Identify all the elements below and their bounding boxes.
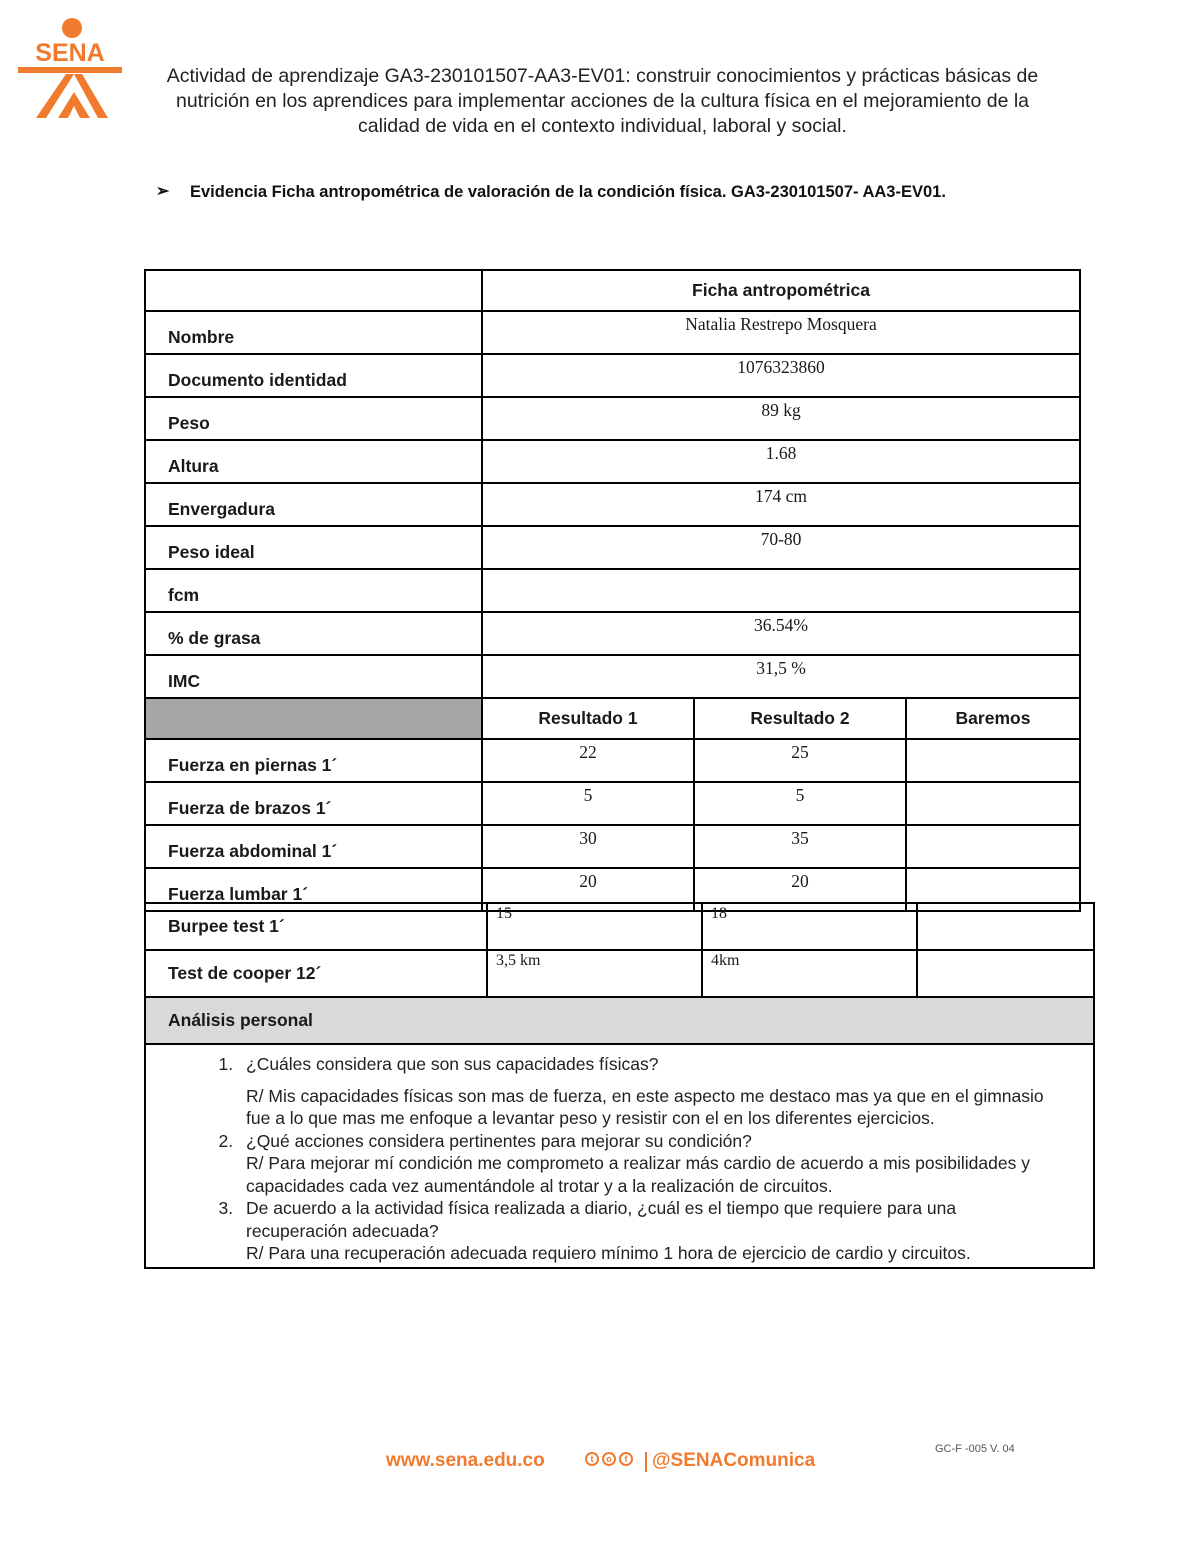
- question: 1. ¿Cuáles considera que son sus capacidades físicas?: [246, 1054, 659, 1074]
- footer-handle[interactable]: @SENAComunica: [652, 1450, 816, 1471]
- row-value: 1076323860: [482, 354, 1080, 397]
- column-header: Resultado 1: [482, 698, 694, 739]
- table-row: [145, 903, 1094, 950]
- analysis-body: [145, 1044, 1094, 1268]
- ficha-table: [144, 269, 1081, 912]
- result-2: 35: [694, 825, 906, 868]
- row-label: Test de cooper 12´: [145, 950, 487, 997]
- footer-website-link[interactable]: www.sena.edu.co: [386, 1450, 545, 1471]
- row-label: Peso ideal: [145, 526, 482, 569]
- empty-cell: [145, 270, 482, 311]
- logo-bar: [18, 67, 122, 73]
- baremos: [917, 903, 1094, 950]
- row-value: 70-80: [482, 526, 1080, 569]
- table-header-row: [145, 698, 1080, 739]
- column-header: Baremos: [906, 698, 1080, 739]
- table-row: [145, 997, 1094, 1044]
- answer: R/ Para mejorar mí condición me comprometo a realizar más cardio de acuerdo a mis posibilidades y capacidades cada vez aumentándole al trotar y a la realización de circuitos.: [246, 1153, 1030, 1196]
- table-row: [145, 950, 1094, 997]
- row-value: 31,5 %: [482, 655, 1080, 698]
- analysis-title: Análisis personal: [145, 997, 1094, 1044]
- row-label: Nombre: [145, 311, 482, 354]
- row-value: 89 kg: [482, 397, 1080, 440]
- table-row: [145, 354, 1080, 397]
- baremos: [906, 739, 1080, 782]
- column-header: Resultado 2: [694, 698, 906, 739]
- question: 2. ¿Qué acciones considera pertinentes para mejorar su condición?: [246, 1130, 752, 1151]
- table-row: [145, 311, 1080, 354]
- table-row: [145, 569, 1080, 612]
- facebook-icon[interactable]: f: [619, 1452, 633, 1466]
- row-label: IMC: [145, 655, 482, 698]
- row-label: Fuerza lumbar 1´: [145, 868, 482, 911]
- table-row: [145, 612, 1080, 655]
- row-label: Fuerza en piernas 1´: [145, 739, 482, 782]
- baremos: [917, 950, 1094, 997]
- table-row: [145, 782, 1080, 825]
- activity-title: Actividad de aprendizaje GA3-230101507-AA3-EV01: construir conocimientos y prácticas básicas de nutrición en los aprendices para implementar acciones de la cultura física en el mejoramiento de la calidad de vida en el contexto individual, laboral y social.: [166, 65, 1039, 137]
- result-1: 22: [482, 739, 694, 782]
- baremos: [906, 825, 1080, 868]
- instagram-icon[interactable]: o: [602, 1452, 616, 1466]
- sena-logo: [14, 14, 126, 122]
- table-row: [145, 397, 1080, 440]
- table-row: [145, 1044, 1094, 1268]
- analysis-list: [146, 1053, 1053, 1265]
- grey-header-cell: [145, 698, 482, 739]
- result-2: 5: [694, 782, 906, 825]
- document-code: GC-F -005 V. 04: [935, 1443, 1015, 1455]
- row-label: Altura: [145, 440, 482, 483]
- result-2: 25: [694, 739, 906, 782]
- result-2: 18: [702, 903, 917, 950]
- row-value: 1.68: [482, 440, 1080, 483]
- table-row: [145, 739, 1080, 782]
- evidence-text: Evidencia Ficha antropométrica de valoración de la condición física. GA3-230101507- AA3-EV01.: [190, 183, 946, 201]
- social-icons: [585, 1452, 633, 1466]
- row-value: 174 cm: [482, 483, 1080, 526]
- table-row: [145, 526, 1080, 569]
- row-value: Natalia Restrepo Mosquera: [482, 311, 1080, 354]
- list-item: [238, 1197, 1053, 1265]
- row-label: Fuerza de brazos 1´: [145, 782, 482, 825]
- result-2: 20: [694, 868, 906, 911]
- row-label: Documento identidad: [145, 354, 482, 397]
- result-1: 15: [487, 903, 702, 950]
- ficha-title: Ficha antropométrica: [482, 270, 1080, 311]
- result-1: 5: [482, 782, 694, 825]
- logo-text: SENA: [35, 39, 105, 67]
- result-1: 30: [482, 825, 694, 868]
- table-row: [145, 825, 1080, 868]
- row-label: Fuerza abdominal 1´: [145, 825, 482, 868]
- table-row: [145, 483, 1080, 526]
- row-value: [482, 569, 1080, 612]
- result-1: 20: [482, 868, 694, 911]
- logo-center: [58, 92, 90, 118]
- logo-head: [62, 18, 82, 38]
- row-label: Burpee test 1´: [145, 903, 487, 950]
- row-label: Peso: [145, 397, 482, 440]
- table-row: [145, 270, 1080, 311]
- list-item: [238, 1053, 1053, 1130]
- row-label: % de grasa: [145, 612, 482, 655]
- arrow-bullet-icon: ➢: [156, 183, 170, 200]
- row-label: fcm: [145, 569, 482, 612]
- evidence-line: [156, 180, 1046, 204]
- answer: R/ Para una recuperación adecuada requiero mínimo 1 hora de ejercicio de cardio y circuitos.: [246, 1243, 971, 1263]
- analysis-table: [144, 902, 1095, 1269]
- question: 3. De acuerdo a la actividad física realizada a diario, ¿cuál es el tiempo que requiere para una recuperación adecuada?: [246, 1198, 957, 1241]
- result-2: 4km: [702, 950, 917, 997]
- answer: R/ Mis capacidades físicas son mas de fuerza, en este aspecto me destaco mas ya que en el gimnasio fue a lo que mas me enfoque a levantar peso y resistir con el en los diferentes ejercicios.: [246, 1085, 1044, 1128]
- row-value: 36.54%: [482, 612, 1080, 655]
- list-item: [238, 1130, 1053, 1198]
- baremos: [906, 782, 1080, 825]
- row-label: Envergadura: [145, 483, 482, 526]
- footer-divider: [645, 1452, 647, 1472]
- table-row: [145, 440, 1080, 483]
- result-1: 3,5 km: [487, 950, 702, 997]
- table-row: [145, 655, 1080, 698]
- twitter-icon[interactable]: t: [585, 1452, 599, 1466]
